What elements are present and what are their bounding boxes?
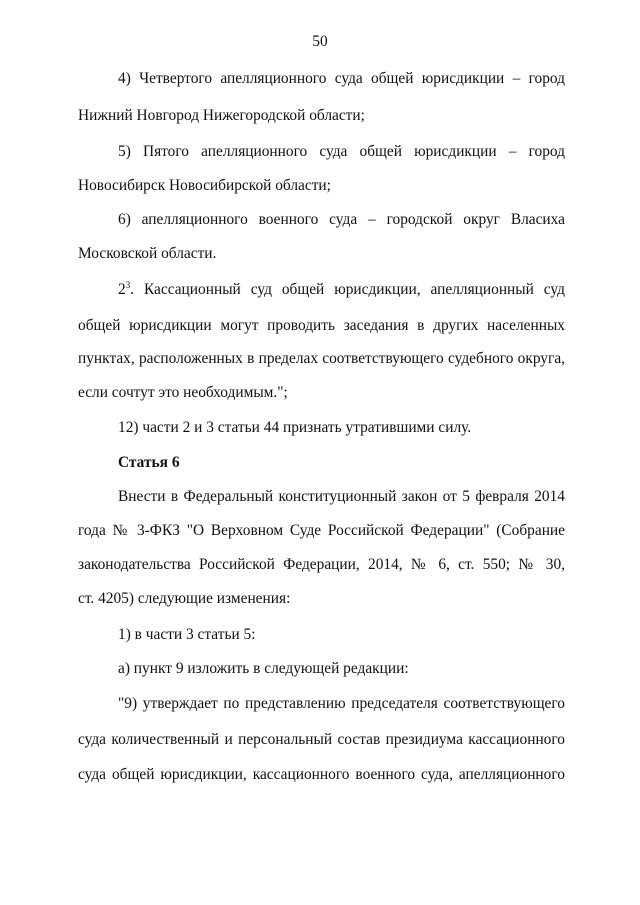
item-4-line-1: 4) Четвертого апелляционного суда общей юрисдикции – город bbox=[118, 70, 565, 87]
intro-line-4: ст. 4205) следующие изменения: bbox=[78, 590, 291, 607]
item-5-line-2: Новосибирск Новосибирской области; bbox=[78, 177, 331, 194]
article-heading: Статья 6 bbox=[118, 454, 180, 471]
quote-line-3: суда общей юрисдикции, кассационного военного суда, апелляционного bbox=[78, 766, 565, 783]
item-4-line-2: Нижний Новгород Нижегородской области; bbox=[78, 107, 365, 124]
intro-line-2: года № 3-ФКЗ "О Верховном Суде Российской Федерации" (Собрание bbox=[78, 522, 565, 539]
item-6-line-1: 6) апелляционного военного суда – городской округ Власиха bbox=[118, 211, 565, 228]
quote-line-2: суда количественный и персональный состав президиума кассационного bbox=[78, 731, 565, 748]
subitem-1: 1) в части 3 статьи 5: bbox=[118, 626, 256, 643]
item-12: 12) части 2 и 3 статьи 44 признать утратившими силу. bbox=[118, 419, 472, 436]
clause-2-3-line-4: если сочтут это необходимым."; bbox=[78, 384, 288, 401]
page-number: 50 bbox=[312, 33, 328, 50]
intro-line-3: законодательства Российской Федерации, 2014, № 6, ст. 550; № 30, bbox=[78, 556, 565, 573]
subitem-a: а) пункт 9 изложить в следующей редакции: bbox=[118, 660, 409, 677]
clause-2-3-line-2: общей юрисдикции могут проводить заседания в других населенных bbox=[78, 317, 565, 334]
clause-2-3-line-3: пунктах, расположенных в пределах соответствующего судебного округа, bbox=[78, 350, 565, 367]
item-6-line-2: Московской области. bbox=[78, 245, 217, 262]
clause-2-3-line-1: $2^3$. Кассационный суд общей юрисдикции, апелляционный суд bbox=[118, 279, 565, 298]
quote-line-1: "9) утверждает по представлению председателя соответствующего bbox=[118, 695, 565, 712]
intro-line-1: Внести в Федеральный конституционный закон от 5 февраля 2014 bbox=[118, 488, 565, 505]
item-5-line-1: 5) Пятого апелляционного суда общей юрисдикции – город bbox=[118, 143, 565, 160]
clause-number: $2^3$ bbox=[118, 279, 131, 298]
